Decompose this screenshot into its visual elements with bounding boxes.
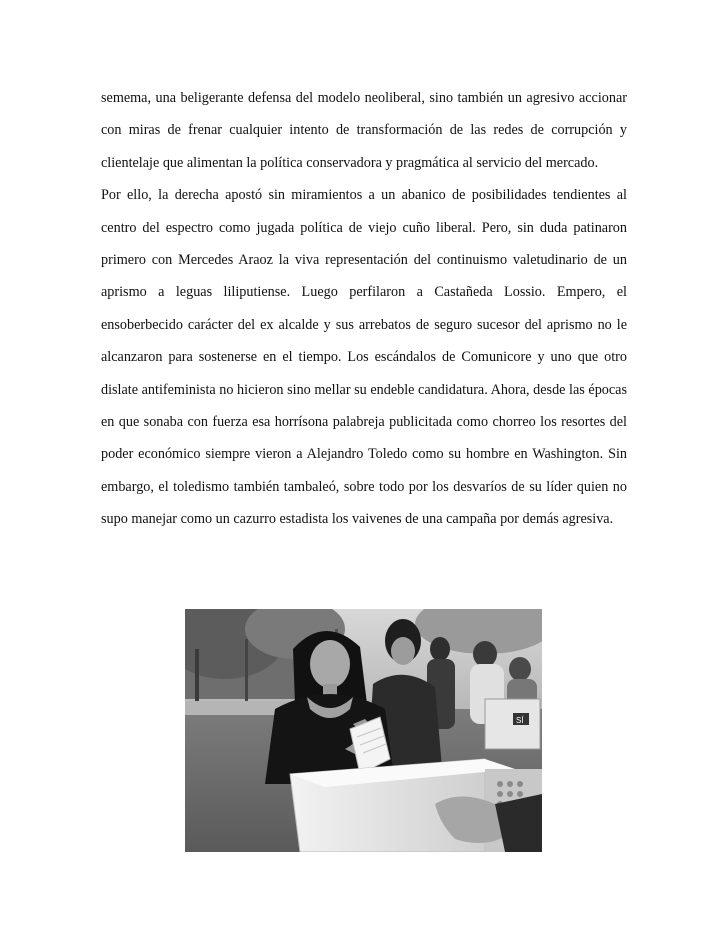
voting-photograph — [185, 609, 542, 852]
paragraph: Por ello, la derecha apostó sin miramientos a un abanico de posibilidades tendientes al centro del espectro como jugada política de viejo cuño liberal. Pero, sin duda patinaron primero con Mercedes Araoz la viva representación del continuismo valetudinario de un aprismo a leguas liliputiense. Luego perfilaron a Castañeda Lossio. Empero, el ensoberbecido carácter del ex alcalde y sus arrebatos de seguro sucesor del aprismo no le alcanzaron para sostenerse en el tiempo. Los escándalos de Comunicore y uno que otro dislate antifeminista no hicieron sino mellar su endeble candidatura. Ahora, desde las épocas en que sonaba con fuerza esa horrísona palabreja publicitada como chorreo los resortes del poder económico siempre vieron a Alejandro Toledo como su hombre en Washington. Sin embargo, el toledismo también tambaleó, sobre todo por los desvaríos de su líder quien no supo manejar como un cazurro estadista los vaivenes de una campaña por demás agresiva. — [101, 187, 627, 528]
paragraph: semema, una beligerante defensa del modelo neoliberal, sino también un agresivo accionar con miras de frenar cualquier intento de transformación de las redes de corrupción y clientelaje que alimentan la política conservadora y pragmática al servicio del mercado. — [101, 90, 627, 171]
voting-photo-illustration — [185, 609, 542, 852]
ballot-box-label: SÍ — [516, 716, 524, 725]
body-text — [101, 82, 627, 536]
